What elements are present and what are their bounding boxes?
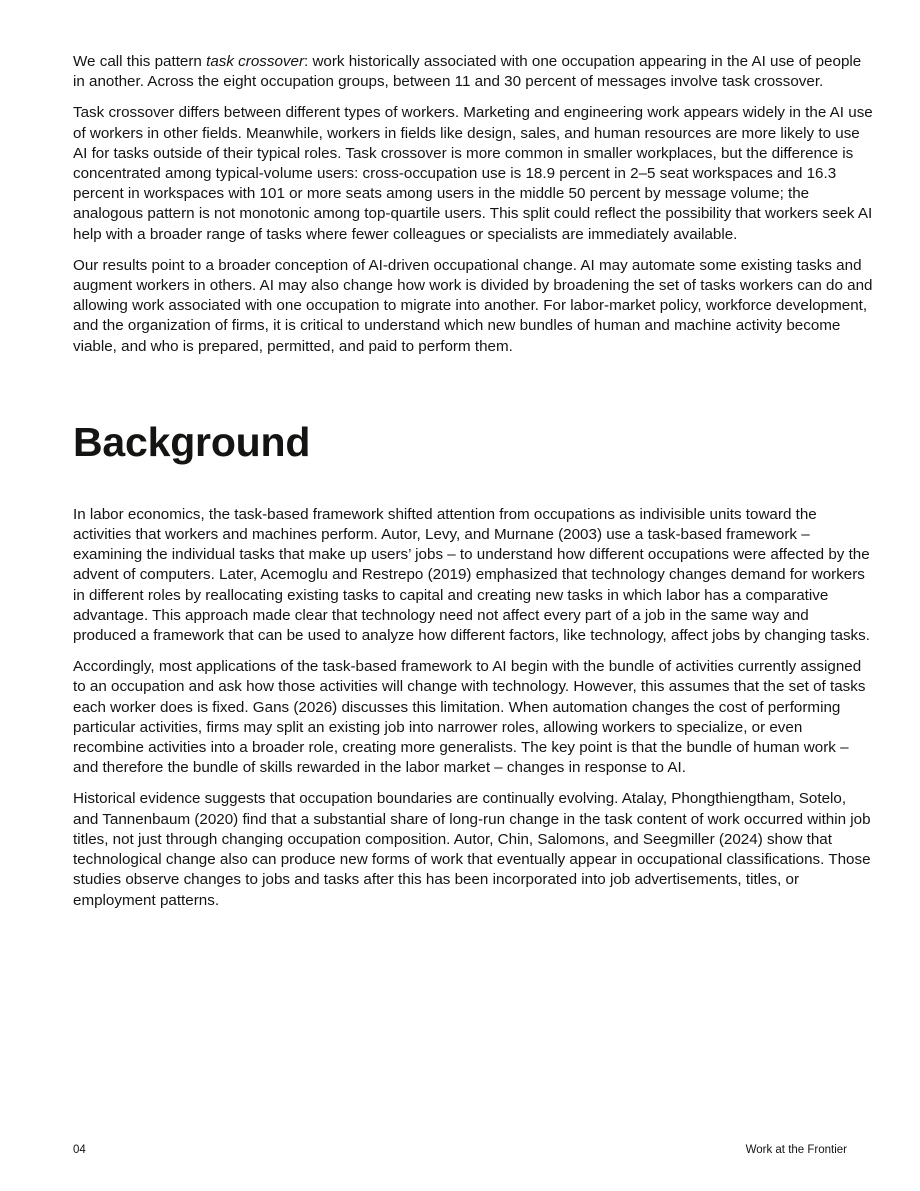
intro-p1-rest: : work historically associated with one occupation appearing in the AI use of people in another. Across the eight occupation groups, between 11 and 30 percent of messages involve task crossover.	[73, 53, 862, 91]
intro-p1-lead: We call this pattern	[73, 53, 207, 70]
intro-paragraph-2: Task crossover differs between different types of workers. Marketing and engineering work appears widely in the AI use of workers in other fields. Meanwhile, workers in fields like design, sales, and human resources are more likely to use AI for tasks outside of their typical roles. Task crossover is more common in smaller workplaces, but the difference is concentrated among typical-volume users: cross-occupation use is 18.9 percent in 2–5 seat workspaces and 16.3 percent in workspaces with 101 or more seats among users in the middle 50 percent by message volume; the analogous pattern is not monotonic among top-quartile users. This split could reflect the possibility that workers seek AI help with a broader range of tasks where fewer colleagues or specialists are immediately available.	[73, 104, 873, 243]
background-paragraph-2: Accordingly, most applications of the task-based framework to AI begin with the bundle of activities currently assigned to an occupation and ask how those activities will change with technology. However, this assumes that the set of tasks each worker does is fixed. Gans (2026) discusses this limitation. When automation changes the cost of performing particular activities, firms may split an existing job into narrower roles, allowing workers to specialize, or even recombine activities into a broader role, creating more generalists. The key point is that the bundle of human work – and therefore the bundle of skills rewarded in the labor market – changes in response to AI.	[73, 658, 866, 777]
background-paragraph-1: In labor economics, the task-based framework shifted attention from occupations as indivisible units toward the activities that workers and machines perform. Autor, Levy, and Murnane (2003) use a task-based framework – examining the individual tasks that make up users’ jobs – to understand how different occupations were affected by the advent of computers. Later, Acemoglu and Restrepo (2019) emphasized that technology changes demand for workers in different roles by reallocating existing tasks to capital and creating new tasks in which labor has a comparative advantage. This approach made clear that technology need not affect every part of a job in the same way and produced a framework that can be used to analyze how different factors, like technology, affect jobs by changing tasks.	[73, 505, 870, 645]
document-page	[73, 52, 873, 922]
intro-p1-emphasis: task crossover	[206, 53, 304, 70]
background-paragraph-3: Historical evidence suggests that occupation boundaries are continually evolving. Atalay, Phongthiengtham, Sotelo, and Tannenbaum (2020) find that a substantial share of long-run change in the task content of work occurred within job titles, not just through changing occupation composition. Autor, Chin, Salomons, and Seegmiller (2024) show that technological change also can produce new forms of work that eventually appear in occupational classifications. Those studies observe changes to jobs and tasks after this has been incorporated into job advertisements, titles, or employment patterns.	[73, 790, 871, 909]
page-number: 04	[73, 1144, 86, 1156]
intro-paragraph-3: Our results point to a broader conception of AI-driven occupational change. AI may automate some existing tasks and augment workers in others. AI may also change how work is divided by broadening the set of tasks workers can do and allowing work associated with one occupation to migrate into another. For labor-market policy, workforce development, and the organization of firms, it is critical to understand which new bundles of human and machine activity become viable, and who is prepared, permitted, and paid to perform them.	[73, 256, 873, 355]
intro-paragraph-1	[73, 52, 873, 92]
section-heading-background: Background	[73, 418, 311, 465]
footer-doc-title: Work at the Frontier	[745, 1144, 847, 1156]
